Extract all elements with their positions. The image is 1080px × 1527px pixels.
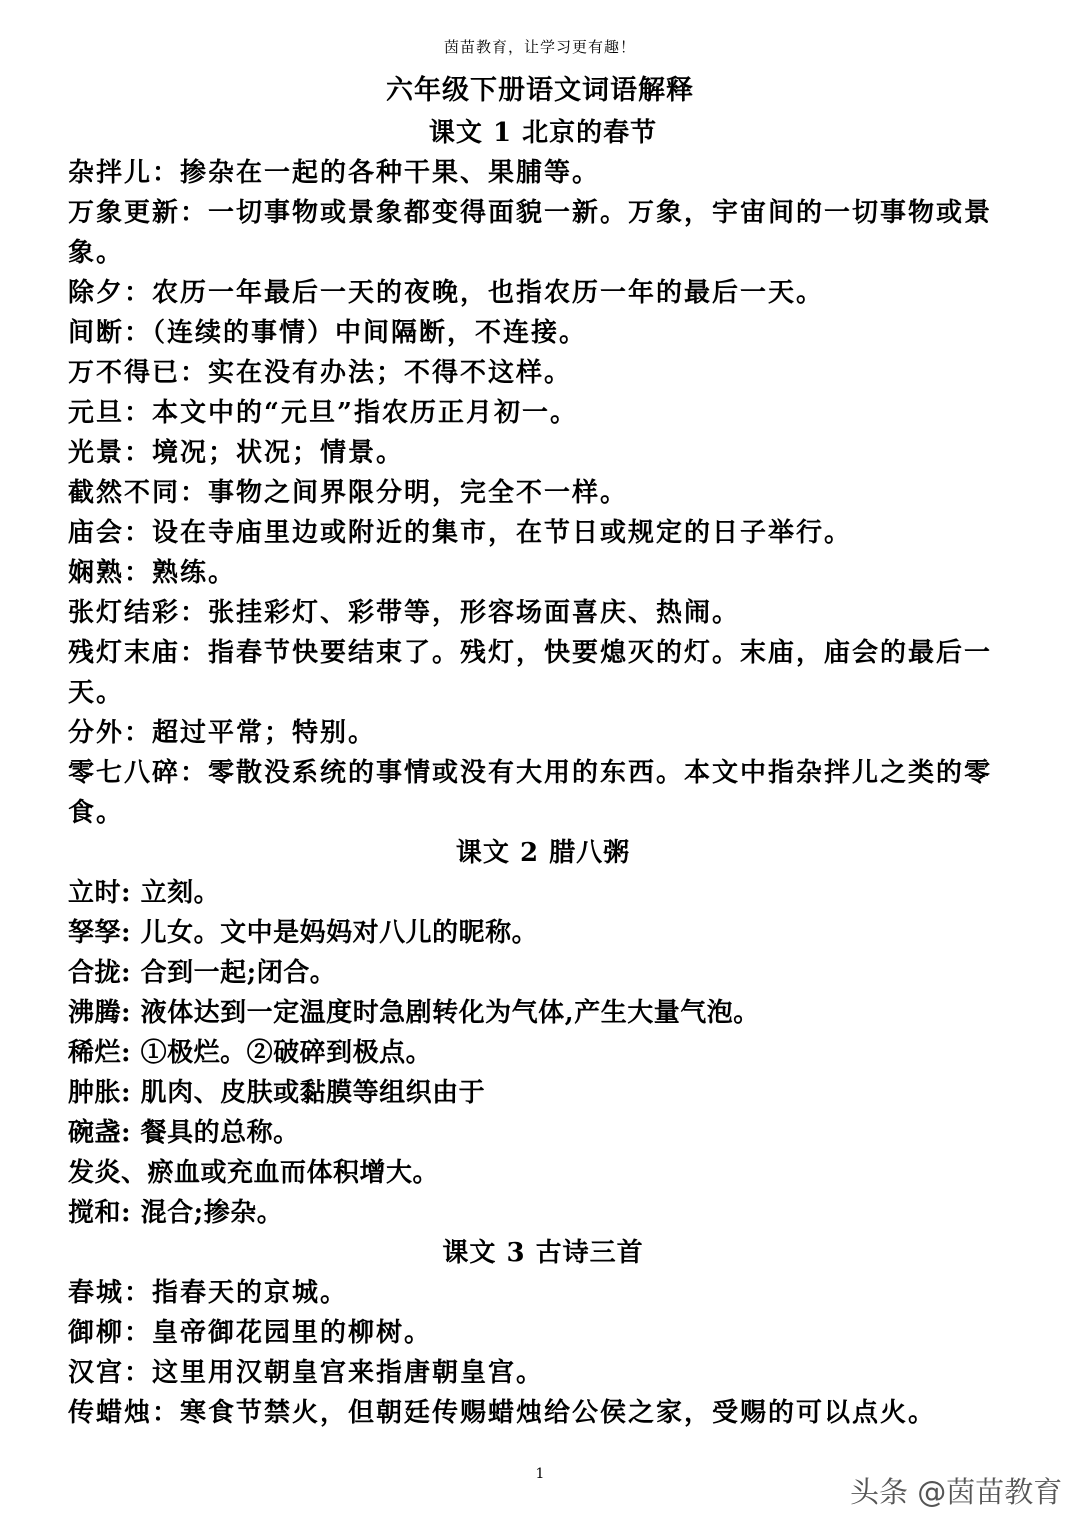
entry-definition: 合到一起;闭合。 <box>131 958 337 988</box>
entry <box>68 713 1018 753</box>
entry-term: 残灯末庙 <box>68 638 181 668</box>
entry-term: 零七八碎 <box>68 758 181 788</box>
entry-definition: 指春天的京城。 <box>152 1278 349 1308</box>
entry-separator: : <box>121 1078 132 1108</box>
entry-separator: ： <box>152 1398 181 1428</box>
entry <box>68 153 1018 193</box>
entry-definition: 设在寺庙里边或附近的集市，在节日或规定的日子举行。 <box>152 518 853 548</box>
entry-definition: 液体达到一定温度时急剧转化为气体,产生大量气泡。 <box>131 998 760 1028</box>
entry-definition: ①极烂。②破碎到极点。 <box>131 1038 433 1068</box>
entry-term: 万不得已 <box>68 358 181 388</box>
section-title: 课文 2 腊八粥 <box>455 838 631 868</box>
entry-term: 张灯结彩 <box>68 598 181 628</box>
entry-definition: 本文中的“元旦”指农历正月初一。 <box>152 398 578 428</box>
entry <box>68 1113 1018 1153</box>
entry-definition: 肌肉、皮肤或黏膜等组织由于 <box>131 1078 486 1108</box>
entry-term: 孥孥 <box>68 918 122 948</box>
entry <box>68 593 1018 633</box>
document-content <box>68 113 1018 1433</box>
entry-definition: 儿女。文中是妈妈对八儿的昵称。 <box>131 918 539 948</box>
entry <box>68 1033 1018 1073</box>
entry-definition: （连续的事情）中间隔断，不连接。 <box>152 318 588 348</box>
entry <box>68 1353 1018 1393</box>
entry-separator: ： <box>180 758 209 788</box>
entry <box>68 393 1018 433</box>
entry-separator: ： <box>180 358 209 388</box>
entry-separator: : <box>121 1038 132 1068</box>
document-title: 六年级下册语文词语解释 <box>386 75 694 106</box>
entry-definition: 熟练。 <box>152 558 237 588</box>
entry <box>68 1073 1018 1113</box>
entry-term: 庙会 <box>68 518 125 548</box>
entry-definition: 一切事物或景象都变得面貌一新。万象，宇宙间的一切事物或景象。 <box>68 198 993 268</box>
entry-definition: 农历一年最后一天的夜晚，也指农历一年的最后一天。 <box>152 278 825 308</box>
entry-term: 除夕 <box>68 278 125 308</box>
section-lesson-1 <box>68 113 1018 833</box>
section-title: 课文 1 北京的春节 <box>428 118 658 148</box>
entry-definition: 超过平常；特别。 <box>152 718 377 748</box>
entry-term: 杂拌儿 <box>68 158 153 188</box>
entry-term: 传蜡烛 <box>68 1398 153 1428</box>
entry-term: 截然不同 <box>68 478 181 508</box>
page-number: 1 <box>535 1466 545 1482</box>
entry <box>68 753 1018 833</box>
entry-term: 合拢 <box>68 958 122 988</box>
entry-separator: ： <box>180 598 209 628</box>
entry-separator: ： <box>124 278 153 308</box>
entry-separator: ： <box>124 1278 153 1308</box>
entry <box>68 1313 1018 1353</box>
entry <box>68 1393 1018 1433</box>
entry-definition: 发炎、瘀血或充血而体积增大。 <box>68 1158 440 1188</box>
entry-definition: 餐具的总称。 <box>131 1118 300 1148</box>
page-header: 茵苗教育，让学习更有趣！ <box>443 38 636 56</box>
entry <box>68 913 1018 953</box>
entry <box>68 473 1018 513</box>
entry-term: 间断 <box>68 318 125 348</box>
entry-definition: 事物之间界限分明，完全不一样。 <box>208 478 629 508</box>
entry-term: 汉宫 <box>68 1358 125 1388</box>
entry <box>68 993 1018 1033</box>
entry-definition: 立刻。 <box>131 878 221 908</box>
entry-definition: 张挂彩灯、彩带等，形容场面喜庆、热闹。 <box>208 598 741 628</box>
entry <box>68 513 1018 553</box>
entry-separator: ： <box>124 1318 153 1348</box>
entry-definition: 这里用汉朝皇宫来指唐朝皇宫。 <box>152 1358 545 1388</box>
entry-separator: ： <box>180 198 209 228</box>
entry-definition: 境况；状况；情景。 <box>152 438 405 468</box>
entry-separator: ： <box>124 318 153 348</box>
entry-separator: : <box>121 998 132 1028</box>
entry-term: 娴熟 <box>68 558 125 588</box>
entry <box>68 433 1018 473</box>
entry-separator: : <box>121 958 132 988</box>
entry <box>68 873 1018 913</box>
entry-separator: ： <box>124 438 153 468</box>
section-title: 课文 3 古诗三首 <box>442 1238 644 1268</box>
entry-term: 稀烂 <box>68 1038 122 1068</box>
entry-definition: 零散没系统的事情或没有大用的东西。本文中指杂拌儿之类的零食。 <box>68 758 993 828</box>
entry-separator: ： <box>124 518 153 548</box>
entry-separator: ： <box>124 1358 153 1388</box>
entry-definition: 寒食节禁火，但朝廷传赐蜡烛给公侯之家，受赐的可以点火。 <box>180 1398 937 1428</box>
entry-separator: ： <box>124 558 153 588</box>
entry-term: 碗盏 <box>68 1118 122 1148</box>
entry-term: 肿胀 <box>68 1078 122 1108</box>
entry-term: 御柳 <box>68 1318 125 1348</box>
entry-definition: 皇帝御花园里的柳树。 <box>152 1318 433 1348</box>
entry-continuation <box>68 1153 1018 1193</box>
entry-term: 沸腾 <box>68 998 122 1028</box>
entry-separator: ： <box>180 478 209 508</box>
entry <box>68 953 1018 993</box>
entry <box>68 353 1018 393</box>
entry-term: 立时 <box>68 878 122 908</box>
entry-separator: : <box>121 878 132 908</box>
entry <box>68 313 1018 353</box>
entry-definition: 实在没有办法；不得不这样。 <box>208 358 573 388</box>
entry-separator: : <box>121 1198 132 1228</box>
toutiao-watermark: 头条 @茵苗教育 <box>850 1475 1063 1509</box>
entry <box>68 193 1018 273</box>
entry-separator: ： <box>152 158 181 188</box>
entry-term: 搅和 <box>68 1198 122 1228</box>
entry <box>68 1273 1018 1313</box>
entry <box>68 553 1018 593</box>
entry <box>68 273 1018 313</box>
entry-term: 春城 <box>68 1278 125 1308</box>
entry-definition: 指春节快要结束了。残灯，快要熄灭的灯。末庙，庙会的最后一天。 <box>68 638 993 708</box>
entry <box>68 633 1018 713</box>
entry-term: 光景 <box>68 438 125 468</box>
entry-term: 万象更新 <box>68 198 181 228</box>
entry-separator: ： <box>124 718 153 748</box>
entry-term: 分外 <box>68 718 125 748</box>
section-lesson-2 <box>68 833 1018 1233</box>
entry-separator: ： <box>180 638 209 668</box>
entry-definition: 混合;掺杂。 <box>131 1198 284 1228</box>
entry-separator: : <box>121 1118 132 1148</box>
entry-separator: : <box>121 918 132 948</box>
entry-definition: 掺杂在一起的各种干果、果脯等。 <box>180 158 601 188</box>
section-lesson-3 <box>68 1233 1018 1433</box>
entry <box>68 1193 1018 1233</box>
entry-separator: ： <box>124 398 153 428</box>
entry-term: 元旦 <box>68 398 125 428</box>
